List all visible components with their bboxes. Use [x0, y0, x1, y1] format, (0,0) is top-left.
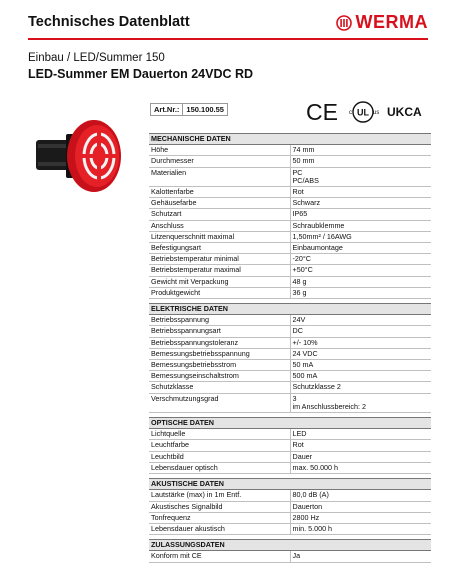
spec-key: Lebensdauer akustisch: [149, 523, 290, 534]
ul-listed-text: UL: [357, 107, 369, 118]
spec-value: 74 mm: [290, 145, 431, 156]
spec-row: [149, 198, 431, 209]
spec-key: Betriebstemperatur minimal: [149, 254, 290, 265]
ukca-mark-icon: [387, 105, 422, 119]
spec-value: Rot: [290, 440, 431, 451]
spec-value: PC PC/ABS: [290, 167, 431, 186]
section-header: [149, 540, 431, 551]
spec-value: 50 mm: [290, 156, 431, 167]
spec-value: 1,50mm² / 16AWG: [290, 231, 431, 242]
spec-row: [149, 276, 431, 287]
werma-logo: [336, 12, 429, 33]
spec-row: [149, 451, 431, 462]
spec-key: Lautstärke (max) in 1m Entf.: [149, 490, 290, 501]
spec-value: 24V: [290, 315, 431, 326]
spec-row: [149, 551, 431, 562]
spec-key: Lebensdauer optisch: [149, 462, 290, 473]
spec-row: [149, 501, 431, 512]
svg-text:c: c: [349, 110, 352, 116]
spec-key: Konform mit CE: [149, 551, 290, 562]
spec-key: Anschluss: [149, 220, 290, 231]
spec-row: [149, 523, 431, 534]
spec-row: [149, 462, 431, 473]
spec-value: min. 5.000 h: [290, 523, 431, 534]
spec-key: Höhe: [149, 145, 290, 156]
ukca-line-1: UK: [387, 105, 405, 119]
spec-value: -20°C: [290, 254, 431, 265]
section-header: [149, 304, 431, 315]
spec-value: +/- 10%: [290, 337, 431, 348]
spec-row: [149, 348, 431, 359]
spec-value: Ja: [290, 551, 431, 562]
spec-value: max. 50.000 h: [290, 462, 431, 473]
product-category: Einbau / LED/Summer 150: [28, 52, 165, 64]
section-title: ELEKTRISCHE DATEN: [149, 304, 431, 315]
spec-value: +50°C: [290, 265, 431, 276]
ce-mark-text: CE: [306, 100, 338, 124]
brand-name: WERMA: [355, 12, 428, 32]
spec-key: Betriebsspannungsart: [149, 326, 290, 337]
spec-key: Schutzklasse: [149, 382, 290, 393]
spec-row: [149, 315, 431, 326]
certification-logos: [305, 100, 422, 124]
spec-key: Betriebsspannungstoleranz: [149, 337, 290, 348]
spec-row: [149, 145, 431, 156]
spec-row: [149, 254, 431, 265]
spec-value: 48 g: [290, 276, 431, 287]
spec-key: Produktgewicht: [149, 287, 290, 298]
section-title: AKUSTISCHE DATEN: [149, 479, 431, 490]
ul-listed-icon: [347, 100, 379, 124]
spec-key: Schutzart: [149, 209, 290, 220]
section-title: OPTISCHE DATEN: [149, 418, 431, 429]
spec-row: [149, 231, 431, 242]
spec-key: Bemessungsbetriebsstrom: [149, 360, 290, 371]
spec-row: [149, 337, 431, 348]
spec-row: [149, 209, 431, 220]
spec-value: Schraubklemme: [290, 220, 431, 231]
spec-row: [149, 220, 431, 231]
spec-key: Gehäusefarbe: [149, 198, 290, 209]
spec-value: 2800 Hz: [290, 512, 431, 523]
article-number-label: Art.Nr.:: [151, 104, 183, 116]
ce-mark-icon: [305, 100, 339, 124]
spec-key: Betriebstemperatur maximal: [149, 265, 290, 276]
product-name: LED-Summer EM Dauerton 24VDC RD: [28, 67, 254, 81]
spec-value: IP65: [290, 209, 431, 220]
spec-key: Materialien: [149, 167, 290, 186]
spec-value: 36 g: [290, 287, 431, 298]
section-title: MECHANISCHE DATEN: [149, 134, 431, 145]
spec-value: DC: [290, 326, 431, 337]
product-image: [36, 118, 132, 196]
spec-key: Litzenquerschnitt maximal: [149, 231, 290, 242]
spec-value: Dauer: [290, 451, 431, 462]
spec-row: [149, 429, 431, 440]
spec-row: [149, 326, 431, 337]
spec-value: 80,0 dB (A): [290, 490, 431, 501]
werma-logo-icon: [336, 15, 352, 31]
section-header: [149, 134, 431, 145]
spec-key: Bemessungsbetriebsspannung: [149, 348, 290, 359]
section-title: ZULASSUNGSDATEN: [149, 540, 431, 551]
spec-key: Tonfrequenz: [149, 512, 290, 523]
spec-row: [149, 371, 431, 382]
spec-value: Rot: [290, 187, 431, 198]
spec-row: [149, 265, 431, 276]
section-header: [149, 479, 431, 490]
specification-table: [149, 133, 431, 563]
spec-key: Leuchtfarbe: [149, 440, 290, 451]
spec-row: [149, 243, 431, 254]
spec-row: [149, 156, 431, 167]
spec-key: Gewicht mit Verpackung: [149, 276, 290, 287]
spec-key: Leuchtbild: [149, 451, 290, 462]
svg-text:us: us: [373, 110, 379, 116]
spec-row: [149, 512, 431, 523]
spec-value: 24 VDC: [290, 348, 431, 359]
spec-value: Schutzklasse 2: [290, 382, 431, 393]
ukca-line-2: CA: [404, 105, 422, 119]
spec-key: Befestigungsart: [149, 243, 290, 254]
spec-row: [149, 440, 431, 451]
spec-key: Durchmesser: [149, 156, 290, 167]
section-header: [149, 418, 431, 429]
spec-value: 3 im Anschlussbereich: 2: [290, 393, 431, 412]
spec-key: Lichtquelle: [149, 429, 290, 440]
article-number-table: [150, 103, 228, 116]
spec-value: Einbaumontage: [290, 243, 431, 254]
spec-row: [149, 360, 431, 371]
spec-row: [149, 287, 431, 298]
spec-value: 50 mA: [290, 360, 431, 371]
spec-value: Dauerton: [290, 501, 431, 512]
spec-value: 500 mA: [290, 371, 431, 382]
spec-row: [149, 490, 431, 501]
spec-key: Verschmutzungsgrad: [149, 393, 290, 412]
article-number-value: 150.100.55: [183, 104, 228, 116]
spec-key: Akustisches Signalbild: [149, 501, 290, 512]
spec-row: [149, 167, 431, 186]
spec-value: LED: [290, 429, 431, 440]
spec-row: [149, 187, 431, 198]
spec-value: Schwarz: [290, 198, 431, 209]
spec-key: Betriebsspannung: [149, 315, 290, 326]
spec-row: [149, 382, 431, 393]
page-title: Technisches Datenblatt: [28, 14, 190, 30]
spec-row: [149, 393, 431, 412]
header-divider: [28, 38, 428, 40]
spec-key: Kalottenfarbe: [149, 187, 290, 198]
spec-key: Bemessungseinschaltstrom: [149, 371, 290, 382]
